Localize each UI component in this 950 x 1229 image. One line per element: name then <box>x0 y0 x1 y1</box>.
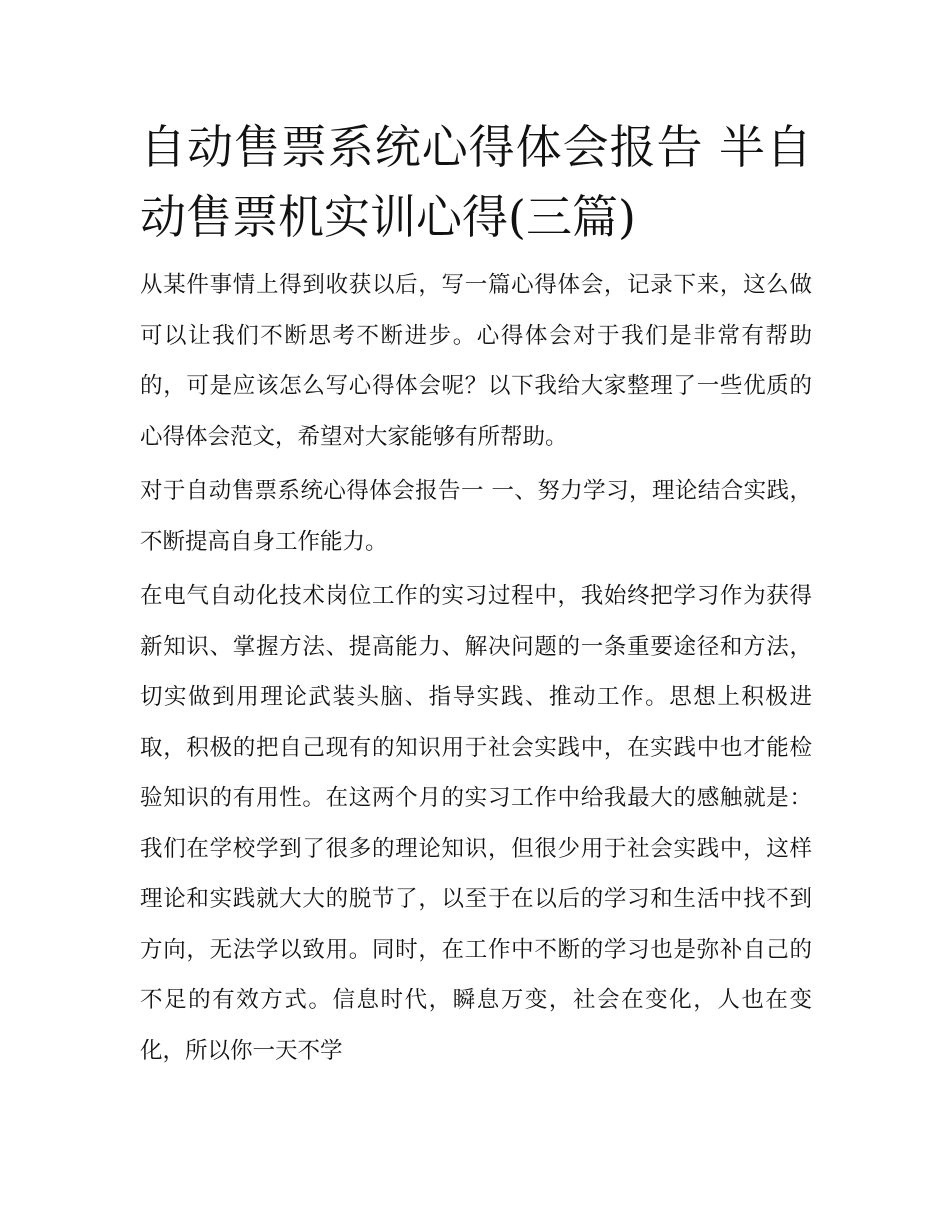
document-content <box>140 112 812 1080</box>
paragraph-heading-one: 对于自动售票系统心得体会报告一 一、努力学习，理论结合实践，不断提高自身工作能力。 <box>140 478 812 555</box>
document-title: 自动售票系统心得体会报告 半自动售票机实训心得(三篇) <box>140 120 812 244</box>
paragraph-internship: 在电气自动化技术岗位工作的实习过程中，我始终把学习作为获得新知识、掌握方法、提高能力、解决问题的一条重要途径和方法，切实做到用理论武装头脑、指导实践、推动工作。思想上积极进取，积极的把自己现有的知识用于社会实践中，在实践中也才能检验知识的有用性。在这两个月的实习工作中给我最大的感触就是：我们在学校学到了很多的理论知识，但很少用于社会实践中，这样理论和实践就大大的脱节了，以至于在以后的学习和生活中找不到方向，无法学以致用。同时，在工作中不断的学习也是弥补自己的不足的有效方式。信息时代，瞬息万变，社会在变化，人也在变化，所以你一天不学 <box>140 583 812 1064</box>
document-body <box>140 260 812 1076</box>
paragraph-intro: 从某件事情上得到收获以后，写一篇心得体会，记录下来，这么做可以让我们不断思考不断进步。心得体会对于我们是非常有帮助的，可是应该怎么写心得体会呢？以下我给大家整理了一些优质的心得体会范文，希望对大家能够有所帮助。 <box>140 272 812 450</box>
